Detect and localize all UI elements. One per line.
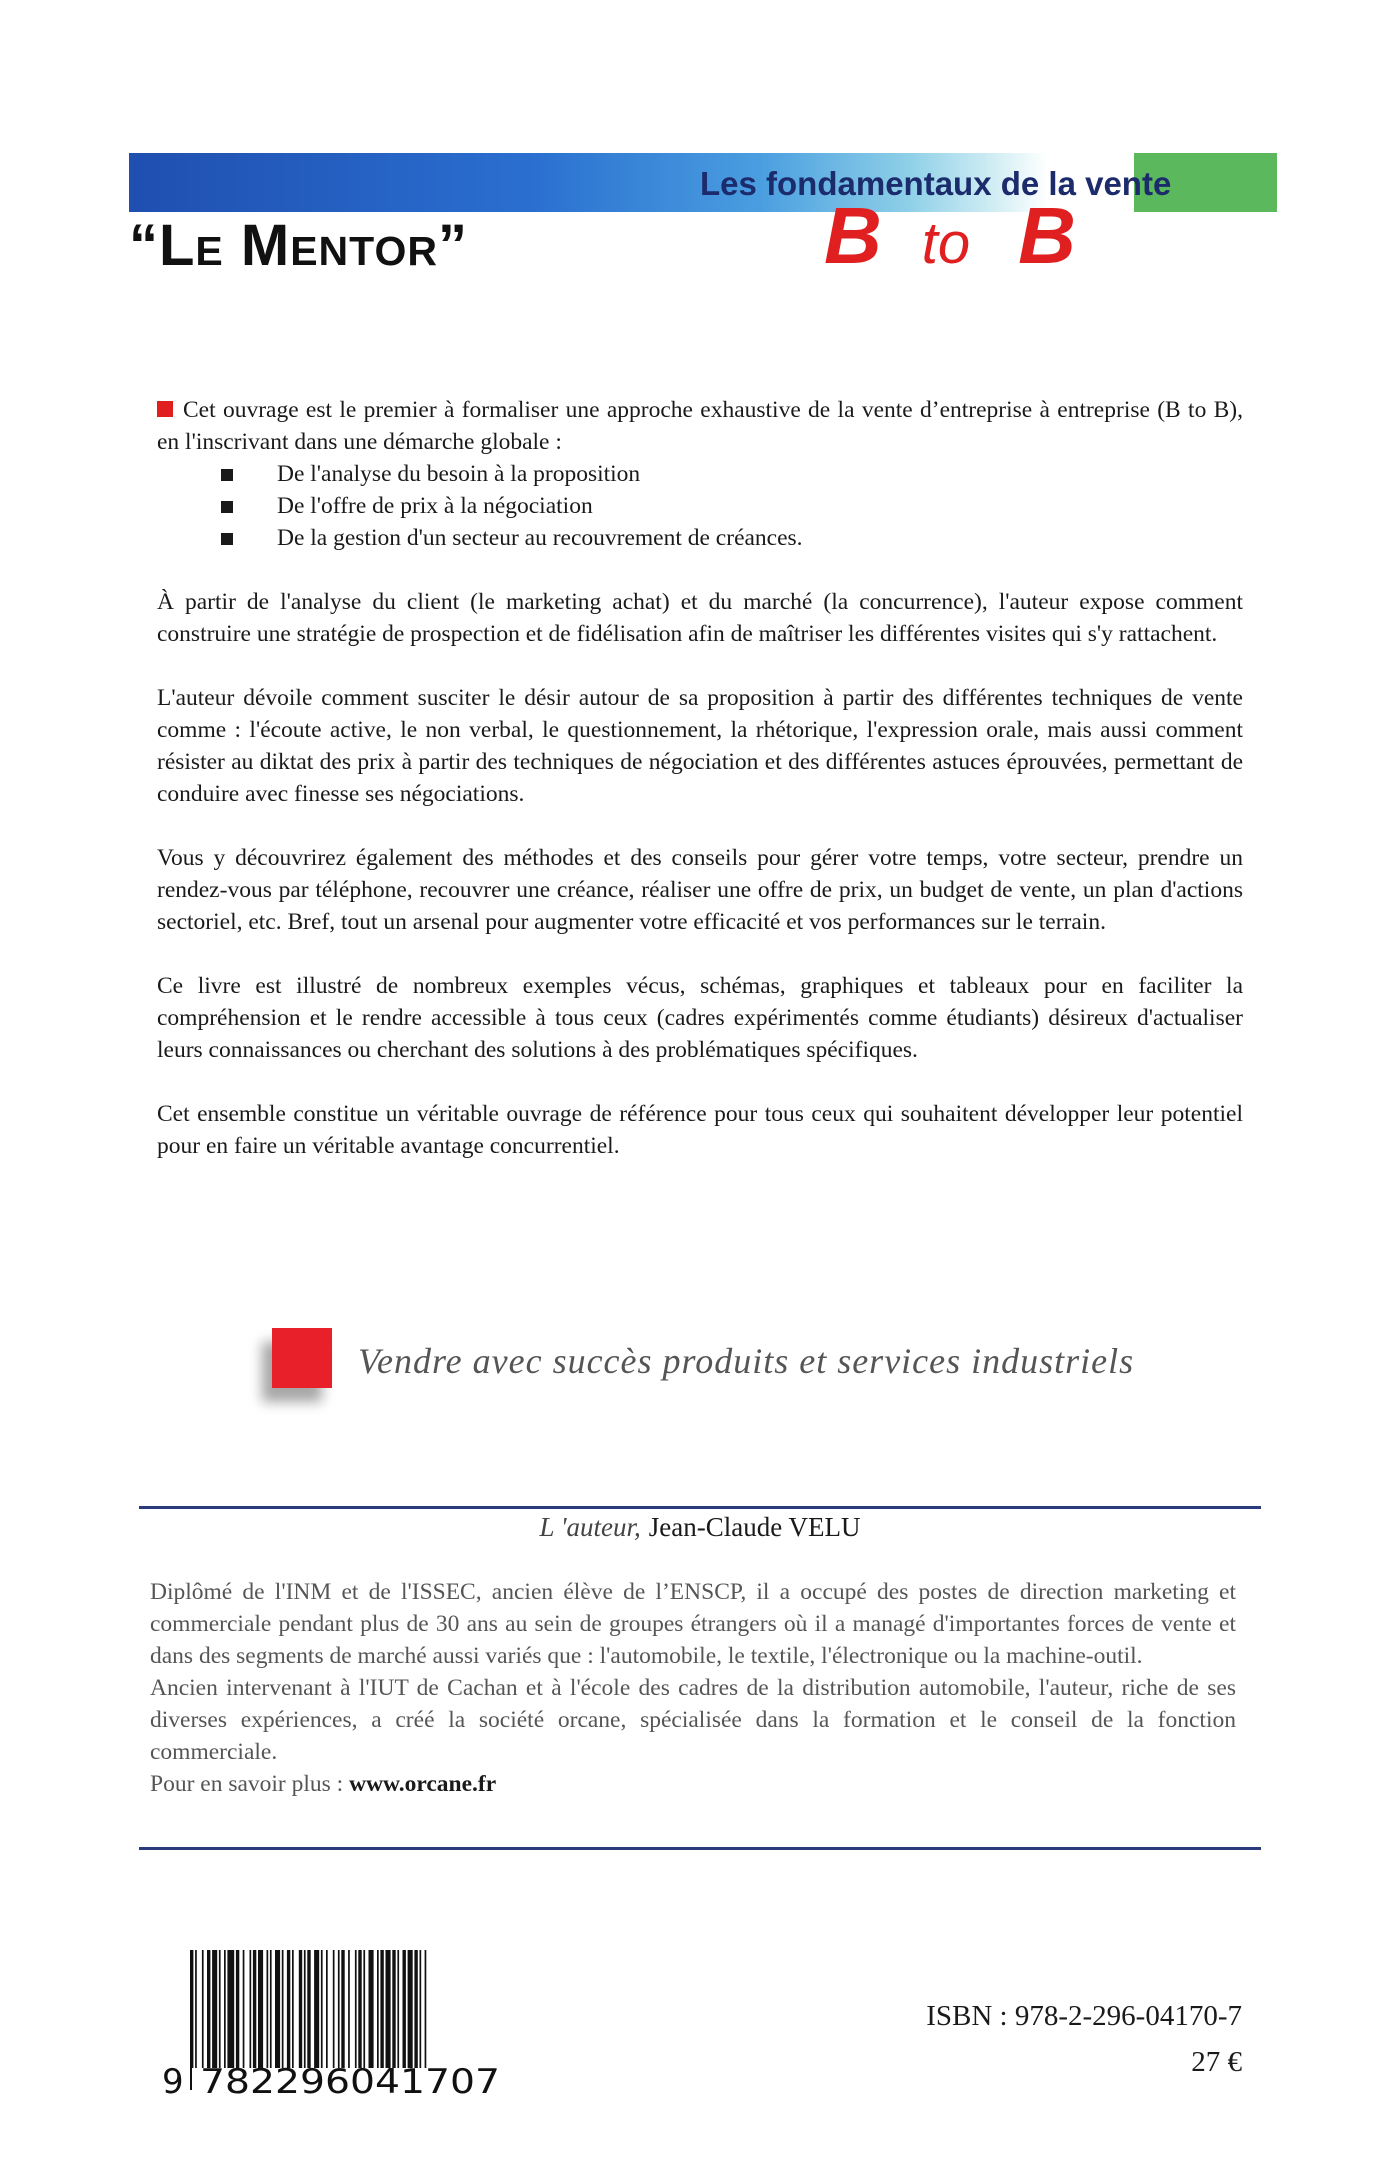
- barcode-bar: [326, 1950, 328, 2068]
- barcode-bar: [403, 1950, 406, 2068]
- intro-text: Cet ouvrage est le premier à formaliser une approche exhaustive de la vente d’entreprise à entreprise (B to B), en l'inscrivant dans une démarche globale :: [157, 397, 1243, 455]
- btob-b1: B: [824, 191, 882, 280]
- barcode-bar: [202, 1950, 204, 2068]
- barcode-bar: [338, 1950, 340, 2068]
- description-body: [157, 394, 1243, 1194]
- list-item: [157, 458, 1243, 490]
- website-link[interactable]: www.orcane.fr: [349, 1771, 497, 1797]
- paragraph: Cet ensemble constitue un véritable ouvrage de référence pour tous ceux qui souhaitent développer leur potentiel pour en faire un véritable avantage concurrentiel.: [157, 1101, 1243, 1159]
- paragraph: À partir de l'analyse du client (le marketing achat) et du marché (la concurrence), l'auteur expose comment construire une stratégie de prospection et de fidélisation afin de maîtriser les différentes visites qui s'y rattachent.: [157, 589, 1243, 647]
- slogan: Vendre avec succès produits et services industriels: [358, 1341, 1135, 1381]
- barcode-bar: [414, 1950, 417, 2068]
- red-square-icon: [157, 401, 173, 417]
- barcode-bar: [243, 1950, 245, 2068]
- book-subtitle: Les fondamentaux de la vente: [700, 165, 1172, 202]
- author-name: Jean-Claude VELU: [648, 1512, 861, 1542]
- barcode-bar: [348, 1950, 350, 2068]
- barcode-icon: [162, 1950, 507, 2096]
- barcode-bar: [236, 1950, 239, 2068]
- barcode-bar: [227, 1950, 234, 2068]
- barcode-bar: [314, 1950, 319, 2068]
- barcode-bar: [355, 1950, 357, 2068]
- barcode-bar: [299, 1950, 302, 2068]
- author-label: L 'auteur,: [539, 1512, 641, 1542]
- more-info-line: [150, 1768, 1236, 1800]
- paragraph: L'auteur dévoile comment susciter le désir autour de sa proposition à partir des différentes techniques de vente comme : l'écoute active, le non verbal, le questionnement, la rhétorique, l'expression orale, mais aussi comment résister au diktat des prix à partir des techniques de négociation et des différentes astuces éprouvées, permettant de conduire avec finesse ses négociations.: [157, 685, 1243, 807]
- divider-top: [139, 1506, 1261, 1509]
- bullet-square-icon: [221, 501, 233, 513]
- barcode-bar: [380, 1950, 383, 2068]
- btob-to: to: [921, 211, 971, 276]
- paragraph: Vous y découvrirez également des méthodes et des conseils pour gérer votre temps, votre secteur, prendre un rendez-vous par téléphone, recouvrer une créance, réaliser une offre de prix, un budget de vente, un plan d'actions sectoriel, etc. Bref, tout un arsenal pour augmenter votre efficacité et vos performances sur le terrain.: [157, 845, 1243, 935]
- bullet-text: De la gestion d'un secteur au recouvrement de créances.: [277, 525, 803, 551]
- barcode-bar: [207, 1950, 210, 2068]
- barcode-bar: [333, 1950, 335, 2068]
- slogan-red-square-icon: [272, 1328, 332, 1388]
- barcode-bar: [321, 1950, 323, 2068]
- btob-b2: B: [1018, 191, 1076, 280]
- author-bio: [150, 1576, 1236, 1800]
- barcode-bar: [369, 1950, 374, 2068]
- author-line: [0, 1512, 1400, 1543]
- barcode-bar: [275, 1950, 280, 2068]
- barcode-bar: [253, 1950, 256, 2068]
- bullet-text: De l'offre de prix à la négociation: [277, 493, 593, 519]
- barcode: [162, 1950, 507, 2096]
- price: 27 €: [1191, 2046, 1242, 2078]
- barcode-bar: [292, 1950, 294, 2068]
- intro-paragraph: [157, 394, 1243, 458]
- barcode-bar: [386, 1950, 391, 2068]
- bio-paragraph: Ancien intervenant à l'IUT de Cachan et à l'école des cadres de la distribution automobile, l'auteur, riche de ses diverses expériences, a créé la société orcane, spécialisée dans la formation et le conseil de la fonction commerciale.: [150, 1675, 1236, 1765]
- svg-text:782296041707: 782296041707: [200, 2062, 500, 2096]
- isbn: ISBN : 978-2-296-04170-7: [926, 2000, 1242, 2032]
- btob-title: [824, 190, 1076, 282]
- list-item: [157, 522, 1243, 554]
- barcode-bar: [224, 1950, 226, 2068]
- barcode-bar: [250, 1950, 252, 2068]
- barcode-bar: [212, 1950, 217, 2068]
- barcode-bar: [304, 1950, 306, 2068]
- barcode-bar: [270, 1950, 272, 2068]
- barcode-bar: [397, 1950, 399, 2068]
- barcode-bar: [377, 1950, 379, 2068]
- more-label: Pour en savoir plus :: [150, 1771, 350, 1797]
- barcode-bar: [219, 1950, 221, 2068]
- bio-paragraph: Diplômé de l'INM et de l'ISSEC, ancien élève de l’ENSCP, il a occupé des postes de direction marketing et commerciale pendant plus de 30 ans au sein de groupes étrangers où il a managé d'importantes forces de vente et dans des segments de marché aussi variés que : l'automobile, le textile, l'électronique ou la machine-outil.: [150, 1579, 1236, 1669]
- bullet-square-icon: [221, 469, 233, 481]
- paragraph: Ce livre est illustré de nombreux exemples vécus, schémas, graphiques et tableaux pour en faciliter la compréhension et le rendre accessible à tous ceux (cadres expérimentés comme étudiants) désireux d'actualiser leurs connaissances ou cherchant des solutions à des problématiques spécifiques.: [157, 973, 1243, 1063]
- list-item: [157, 490, 1243, 522]
- barcode-bar: [258, 1950, 263, 2068]
- barcode-bar: [267, 1950, 269, 2068]
- barcode-bar: [363, 1950, 365, 2068]
- barcode-bar: [282, 1950, 284, 2068]
- series-title: “Le Mentor”: [129, 213, 468, 278]
- bullet-list: [157, 458, 1243, 554]
- barcode-bar: [287, 1950, 290, 2068]
- barcode-bar: [392, 1950, 395, 2068]
- divider-bottom: [139, 1847, 1261, 1850]
- bullet-text: De l'analyse du besoin à la proposition: [277, 461, 641, 487]
- barcode-bar: [408, 1950, 413, 2068]
- barcode-bar: [358, 1950, 361, 2068]
- bullet-square-icon: [221, 533, 233, 545]
- svg-text:9: 9: [162, 2062, 184, 2096]
- barcode-bar: [341, 1950, 344, 2068]
